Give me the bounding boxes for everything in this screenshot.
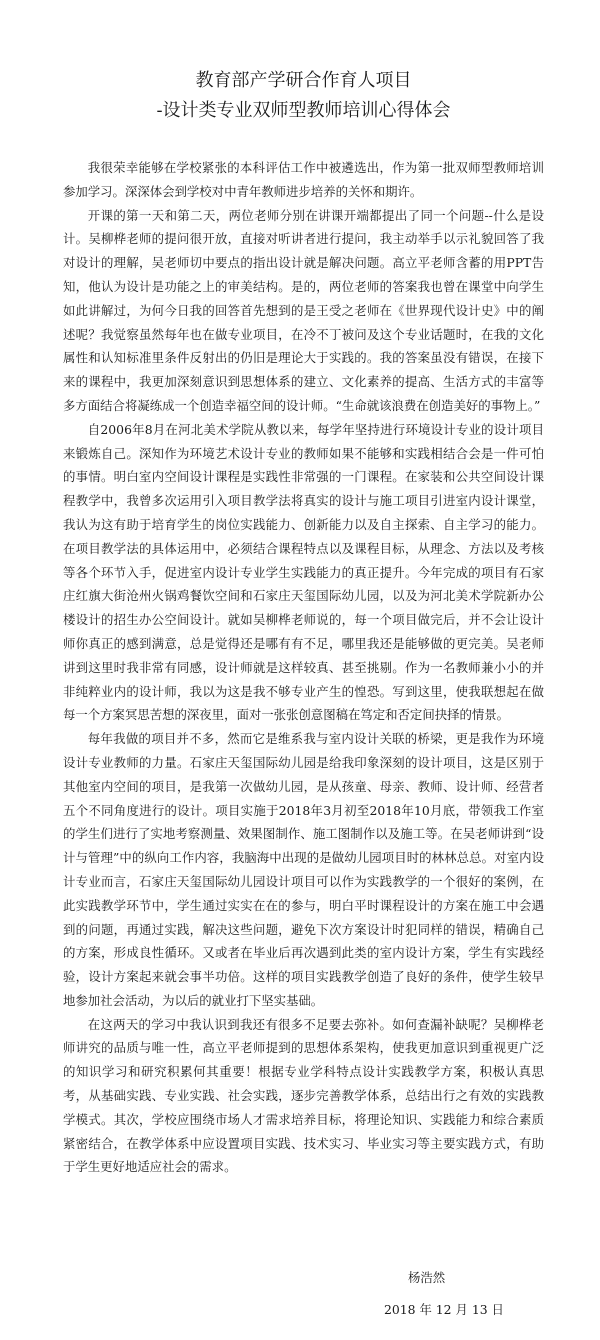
paragraph: 自2006年8月在河北美术学院从教以来，每学年坚持进行环境设计专业的设计项目来锻炼自己。深知作为环境艺术设计专业的教师如果不能够和实践相结合会是一件可怕的事情。明白室内空间设计课程是实践性非常强的一门课程。在家装和公共空间设计课程教学中，我曾多次运用引入项目教学法将真实的设计与施工项目引进室内设计课堂，我认为这有助于培育学生的岗位实践能力、创新能力以及自主探索、自主学习的能力。在项目教学法的具体运用中，必须结合课程特点以及课程目标，从理念、方法以及考核等各个环节入手，促进室内设计专业学生实践能力的真正提升。今年完成的项目有石家庄红旗大街沧州火锅鸡餐饮空间和石家庄天玺国际幼儿园，以及为河北美术学院新办公楼设计的招生办公空间设计。就如吴柳桦老师说的，每一个项目做完后，并不会让设计师你真正的感到满意，总是觉得还是哪有有不足，哪里我还是能够做的更完美。吴老师讲到这里时我非常有同感，设计师就是这样较真、甚至挑剔。作为一名教师兼小小的并非纯粹业内的设计师，我以为这是我不够专业产生的惶恐。写到这里，使我联想起在做每一个方案冥思苦想的深夜里，面对一张张创意图稿在笃定和否定间抉择的情景。: [63, 421, 544, 723]
paragraph: 开课的第一天和第二天，两位老师分别在讲课开端都提出了同一个问题--什么是设计。吴柳桦老师的提问很开放，直接对听讲者进行提问，我主动举手以示礼貌回答了我对设计的理解，吴老师切中要点的指出设计就是解决问题。高立平老师含蓄的用PPT告知，他认为设计是功能之上的审美结构。是的，两位老师的答案我也曾在课堂中向学生如此讲解过，为何今日我的回答首先想到的是王受之老师在《世界现代设计史》中的阐述呢？我觉察虽然每年也在做专业项目，在冷不丁被问及这个专业话题时，在我的文化属性和认知标准里条件反射出的仍旧是理论大于实践的。我的答案虽没有错误，在接下来的课程中，我更加深刻意识到思想体系的建立、文化素养的提高、生活方式的丰富等多方面结合将凝练成一个创造幸福空间的设计师。“生命就该浪费在创造美好的事物上。”: [63, 207, 544, 413]
paragraph: 每年我做的项目并不多，然而它是维系我与室内设计关联的桥梁，更是我作为环境设计专业教师的力量。石家庄天玺国际幼儿园是给我印象深刻的设计项目，这是区别于其他室内空间的项目，是我第一次做幼儿园，是从孩童、母亲、教师、设计师、经营者五个不同角度进行的设计。项目实施于2018年3月初至2018年10月底，带领我工作室的学生们进行了实地考察测量、效果图制作、施工图制作以及施工等。在吴老师讲到“设计与管理”中的纵向工作内容，我脑海中出现的是做幼儿园项目时的林林总总。对室内设计专业而言，石家庄天玺国际幼儿园设计项目可以作为实践教学的一个很好的案例，在此实践教学环节中，学生通过实实在在的参与，明白平时课程设计的方案在施工中会遇到的问题，再通过实践，解决这些问题，避免下次方案设计时犯同样的错误，精确自己的方案，形成良性循环。又或者在毕业后再次遇到此类的室内设计方案，学生有实践经验，设计方案起来就会事半功倍。这样的项目实践教学创造了良好的条件，使学生较早地参加社会活动，为以后的就业打下坚实基础。: [63, 731, 544, 1008]
document-title: [63, 66, 544, 126]
title-line-2: -设计类专业双师型教师培训心得体会: [156, 100, 451, 121]
signature: 杨浩然: [408, 1270, 446, 1285]
document-body: [63, 156, 544, 1179]
title-line-1: 教育部产学研合作育人项目: [195, 70, 412, 91]
paragraph: 我很荣幸能够在学校紧张的本科评估工作中被遴选出，作为第一批双师型教师培训参加学习。深深体会到学校对中青年教师进步培养的关怀和期许。: [63, 160, 544, 199]
paragraph: 在这两天的学习中我认识到我还有很多不足要去弥补。如何查漏补缺呢？吴柳桦老师讲究的品质与唯一性，高立平老师提到的思想体系架构，使我更加意识到重视更广泛的知识学习和研究积累何其重要！根据专业学科特点设计实践教学方案，积极认真思考，从基础实践、专业实践、社会实践，逐步完善教学体系，总结出行之有效的实践教学模式。其次，学校应围绕市场人才需求培养目标，将理论知识、实践能力和综合素质紧密结合，在教学体系中应设置项目实践、技术实习、毕业实习等主要实践方式，有助于学生更好地适应社会的需求。: [63, 1016, 544, 1175]
date: 2018 年 12 月 13 日: [384, 1302, 504, 1317]
